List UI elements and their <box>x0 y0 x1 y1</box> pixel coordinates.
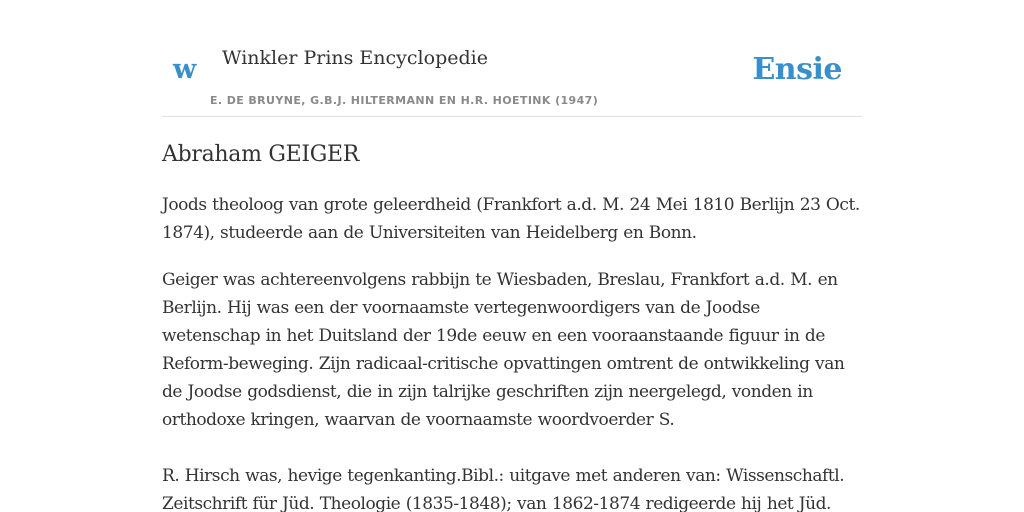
site-title[interactable]: Winkler Prins Encyclopedie <box>222 47 488 69</box>
article <box>162 136 862 512</box>
article-paragraph: R. Hirsch was, hevige tegenkanting.Bibl.: uitgave met anderen van: Wissenschaftl. Zeitschrift für Jüd. Theologie (1835-1848); van 1862-1874 redigeerde hij het Jüd. <box>162 466 845 512</box>
article-paragraph: Geiger was achtereenvolgens rabbijn te Wiesbaden, Breslau, Frankfort a.d. M. en Berlijn. Hij was een der voornaamste vertegenwoordigers van de Joodse wetenschap in het Duitsland der 19de eeuw en een vooraanstaande figuur in de Reform-beweging. Zijn radicaal-critische opvattingen omtrent de ontwikkeling van de Joodse godsdienst, die in zijn talrijke geschriften zijn neergelegd, vonden in orthodoxe kringen, waarvan de voornaamste woordvoerder S. <box>162 270 845 430</box>
ensie-logo[interactable]: Ensie <box>752 52 842 87</box>
header <box>162 0 862 117</box>
article-title: Abraham GEIGER <box>162 142 360 167</box>
site-logo-icon[interactable]: w <box>173 54 197 85</box>
article-paragraph: Joods theoloog van grote geleerdheid (Frankfort a.d. M. 24 Mei 1810 Berlijn 23 Oct. 1874), studeerde aan de Universiteiten van Heidelberg en Bonn. <box>162 195 860 243</box>
authors-line: E. DE BRUYNE, G.B.J. HILTERMANN EN H.R. HOETINK (1947) <box>210 94 599 107</box>
